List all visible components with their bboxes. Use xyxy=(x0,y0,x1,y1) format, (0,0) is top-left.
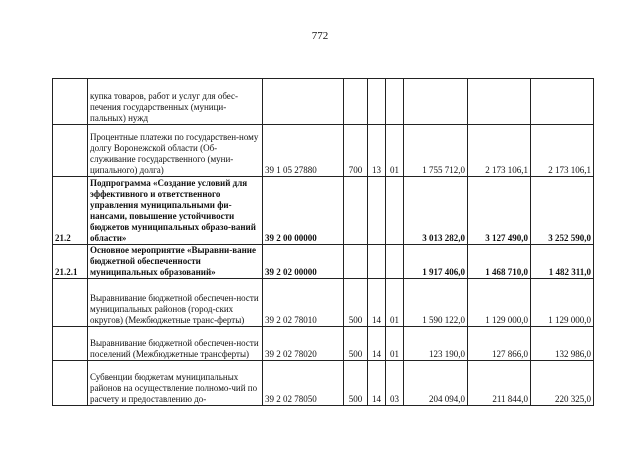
table-row xyxy=(53,327,594,361)
section-code xyxy=(368,79,386,125)
amount-year-2: 1 468 710,0 xyxy=(468,245,531,279)
amount-year-3: 220 325,0 xyxy=(531,361,594,406)
subsection-code: 01 xyxy=(386,279,404,327)
table-row xyxy=(53,79,594,125)
amount-year-3 xyxy=(531,79,594,125)
amount-year-3: 1 482 311,0 xyxy=(531,245,594,279)
row-name: Основное мероприятие «Выравни-вание бюджетной обеспеченности муниципальных образований» xyxy=(88,245,263,279)
subsection-code xyxy=(386,245,404,279)
subsection-code: 03 xyxy=(386,361,404,406)
amount-year-1 xyxy=(404,79,468,125)
subsection-code: 01 xyxy=(386,125,404,177)
amount-year-3: 1 129 000,0 xyxy=(531,279,594,327)
amount-year-1: 123 190,0 xyxy=(404,327,468,361)
amount-year-1: 1 917 406,0 xyxy=(404,245,468,279)
row-number xyxy=(53,279,88,327)
row-number xyxy=(53,327,88,361)
expense-type-code: 500 xyxy=(344,327,368,361)
section-code: 13 xyxy=(368,125,386,177)
row-name: Процентные платежи по государствен-ному долгу Воронежской области (Об-служивание государственного (муни-ципального) долга) xyxy=(88,125,263,177)
target-article-code: 39 2 00 00000 xyxy=(263,177,344,245)
subsection-code xyxy=(386,177,404,245)
row-number xyxy=(53,361,88,406)
target-article-code: 39 2 02 78010 xyxy=(263,279,344,327)
expense-type-code: 700 xyxy=(344,125,368,177)
table-row xyxy=(53,177,594,245)
amount-year-3: 3 252 590,0 xyxy=(531,177,594,245)
amount-year-2: 211 844,0 xyxy=(468,361,531,406)
amount-year-2: 3 127 490,0 xyxy=(468,177,531,245)
target-article-code: 39 2 02 00000 xyxy=(263,245,344,279)
section-code xyxy=(368,177,386,245)
amount-year-3: 2 173 106,1 xyxy=(531,125,594,177)
table-body xyxy=(53,79,594,406)
amount-year-1: 1 590 122,0 xyxy=(404,279,468,327)
table-row xyxy=(53,279,594,327)
amount-year-2 xyxy=(468,79,531,125)
row-number xyxy=(53,125,88,177)
section-code: 14 xyxy=(368,327,386,361)
budget-table xyxy=(52,78,594,406)
expense-type-code xyxy=(344,79,368,125)
amount-year-2: 1 129 000,0 xyxy=(468,279,531,327)
expense-type-code: 500 xyxy=(344,279,368,327)
expense-type-code xyxy=(344,245,368,279)
amount-year-3: 132 986,0 xyxy=(531,327,594,361)
row-number: 21.2 xyxy=(53,177,88,245)
row-number: 21.2.1 xyxy=(53,245,88,279)
amount-year-2: 2 173 106,1 xyxy=(468,125,531,177)
section-code xyxy=(368,245,386,279)
amount-year-1: 204 094,0 xyxy=(404,361,468,406)
row-number xyxy=(53,79,88,125)
page-number: 772 xyxy=(311,30,329,42)
amount-year-1: 1 755 712,0 xyxy=(404,125,468,177)
table-row xyxy=(53,361,594,406)
subsection-code xyxy=(386,79,404,125)
expense-type-code: 500 xyxy=(344,361,368,406)
amount-year-2: 127 866,0 xyxy=(468,327,531,361)
row-name: Выравнивание бюджетной обеспечен-ности поселений (Межбюджетные трансферты) xyxy=(88,327,263,361)
amount-year-1: 3 013 282,0 xyxy=(404,177,468,245)
target-article-code: 39 1 05 27880 xyxy=(263,125,344,177)
row-name: купка товаров, работ и услуг для обес-печения государственных (муници-пальных) нужд xyxy=(88,79,263,125)
target-article-code: 39 2 02 78020 xyxy=(263,327,344,361)
target-article-code xyxy=(263,79,344,125)
row-name: Подпрограмма «Создание условий для эффективного и ответственного управления муниципальными фи-нансами, повышение устойчивости бюджетов муниципальных образо-ваний области» xyxy=(88,177,263,245)
row-name: Выравнивание бюджетной обеспечен-ности муниципальных районов (город-ских округов) (Межбюджетные транс-ферты) xyxy=(88,279,263,327)
table-row xyxy=(53,245,594,279)
target-article-code: 39 2 02 78050 xyxy=(263,361,344,406)
section-code: 14 xyxy=(368,279,386,327)
expense-type-code xyxy=(344,177,368,245)
row-name: Субвенции бюджетам муниципальных районов на осуществление полномо-чий по расчету и предоставлению до- xyxy=(88,361,263,406)
section-code: 14 xyxy=(368,361,386,406)
subsection-code: 01 xyxy=(386,327,404,361)
table-row xyxy=(53,125,594,177)
